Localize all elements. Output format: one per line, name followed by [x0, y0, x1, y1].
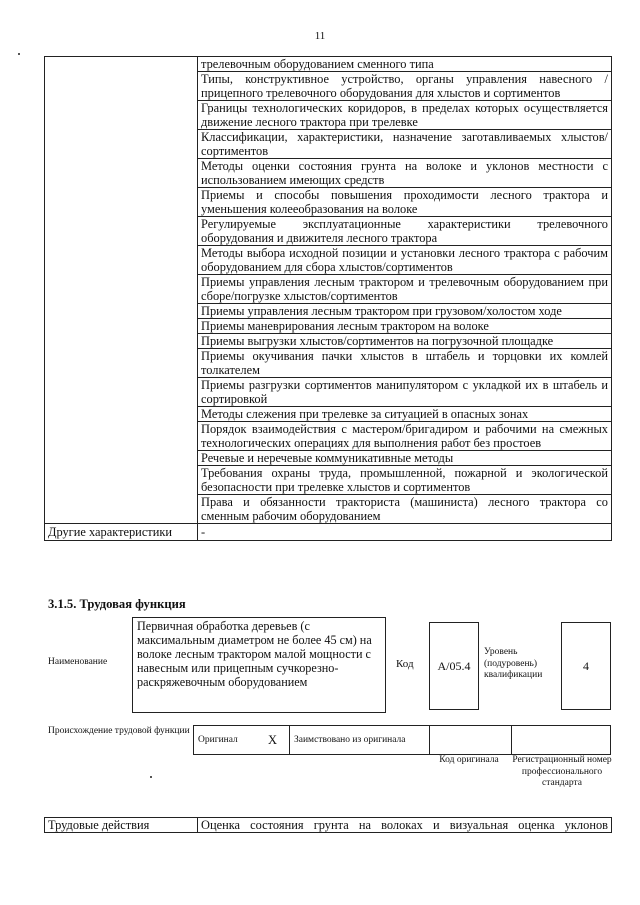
knowledge-item: Приемы управления лесным трактором при грузовом/холостом ходе [198, 304, 612, 319]
knowledge-item: Регулируемые эксплуатационные характеристики трелевочного оборудования и движителя лесного трактора [198, 217, 612, 246]
name-label: Наименование [48, 657, 108, 667]
knowledge-item: Права и обязанности тракториста (машиниста) лесного трактора со сменным рабочим оборудованием [198, 495, 612, 524]
scan-dot [18, 53, 20, 55]
function-name-box: Первичная обработка деревьев (с максимальным диаметром не более 45 см) на волоке лесным трактором малой мощности с навесным или прицепным сучкорезно-раскряжевочным оборудованием [132, 617, 386, 713]
action-item: Оценка состояния грунта на волоках и визуальная оценка уклонов [198, 818, 612, 833]
other-characteristics-label: Другие характеристики [45, 524, 198, 541]
table-row [194, 726, 611, 755]
knowledge-label-cell [45, 57, 198, 524]
knowledge-item: Методы выбора исходной позиции и установки лесного трактора с рабочим оборудованием для сбора хлыстов/сортиментов [198, 246, 612, 275]
knowledge-item: Приемы управления лесным трактором и трелевочным оборудованием при сборе/погрузке хлыстов/сортиментов [198, 275, 612, 304]
original-mark: X [256, 726, 290, 755]
knowledge-item: Границы технологических коридоров, в пределах которых осуществляется движение лесного трактора при трелевке [198, 101, 612, 130]
knowledge-item: Приемы выгрузки хлыстов/сортиментов на погрузочной площадке [198, 334, 612, 349]
knowledge-item: трелевочным оборудованием сменного типа [198, 57, 612, 72]
origin-label: Происхождение трудовой функции [48, 726, 190, 736]
function-code: A/05.4 [437, 658, 471, 673]
reg-number-label: Регистрационный номер профессионального стандарта [512, 755, 612, 788]
qualification-level: 4 [583, 658, 589, 673]
knowledge-item: Приемы окучивания пачки хлыстов в штабель и торцовки их комлей толкателем [198, 349, 612, 378]
function-code-box [429, 622, 479, 710]
section-heading: 3.1.5. Трудовая функция [48, 597, 186, 611]
knowledge-item: Типы, конструктивное устройство, органы управления навесного /прицепного трелевочного оборудования для хлыстов и сортиментов [198, 72, 612, 101]
reg-number-cell [512, 726, 611, 755]
other-characteristics-value: - [198, 524, 612, 541]
code-label: Код [396, 658, 414, 670]
knowledge-table [44, 56, 612, 541]
knowledge-item: Приемы и способы повышения проходимости лесного трактора и уменьшения колееобразования на волоке [198, 188, 612, 217]
knowledge-item: Речевые и неречевые коммуникативные методы [198, 451, 612, 466]
borrowed-label: Заимствовано из оригинала [290, 726, 430, 755]
code-original-cell [430, 726, 512, 755]
actions-label: Трудовые действия [45, 818, 198, 833]
knowledge-item: Требования охраны труда, промышленной, пожарной и экологической безопасности при трелевке хлыстов и сортиментов [198, 466, 612, 495]
level-label: Уровень (подуровень) квалификации [484, 647, 543, 680]
knowledge-item: Классификации, характеристики, назначение заготавливаемых хлыстов/сортиментов [198, 130, 612, 159]
knowledge-item: Методы слежения при трелевке за ситуацией в опасных зонах [198, 407, 612, 422]
code-original-label: Код оригинала [439, 755, 499, 765]
origin-table [193, 725, 611, 755]
qualification-level-box [561, 622, 611, 710]
original-label: Оригинал [194, 726, 257, 755]
table-row [45, 818, 612, 833]
scan-dot [150, 776, 152, 778]
knowledge-item: Порядок взаимодействия с мастером/бригадиром и рабочими на смежных технологических операциях для выполнения работ без простоев [198, 422, 612, 451]
table-row [45, 57, 612, 72]
knowledge-item: Приемы маневрирования лесным трактором на волоке [198, 319, 612, 334]
other-characteristics-row [45, 524, 612, 541]
actions-table [44, 817, 612, 833]
page-number: 11 [314, 30, 326, 42]
knowledge-item: Методы оценки состояния грунта на волоке и уклонов местности с использованием имеющих средств [198, 159, 612, 188]
knowledge-item: Приемы разгрузки сортиментов манипулятором с укладкой их в штабель и сортировкой [198, 378, 612, 407]
